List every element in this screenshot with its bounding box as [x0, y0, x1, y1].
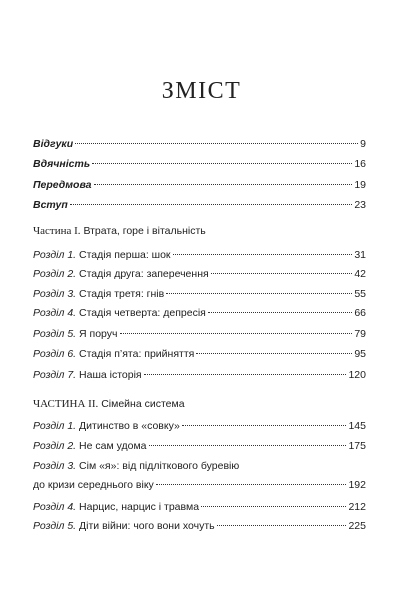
toc-entry-chapter-continuation[interactable] — [33, 479, 366, 492]
chapter-title: Сім «я»: від підліткового буревію — [79, 460, 240, 472]
toc-entry-chapter[interactable] — [33, 369, 366, 382]
dot-leader — [70, 204, 353, 205]
chapter-title: Стадія четверта: депресія — [79, 307, 206, 319]
dot-leader — [196, 353, 352, 354]
chapter-prefix: Розділ 2. — [33, 440, 77, 452]
toc-page-number: 9 — [360, 138, 366, 150]
chapter-title: Нарцис, нарцис і травма — [79, 501, 200, 513]
toc-page-number: 23 — [354, 199, 366, 211]
toc-entry-chapter[interactable] — [33, 328, 366, 341]
chapter-title: Стадія друга: заперечення — [79, 268, 209, 280]
toc-entry-chapter[interactable] — [33, 440, 366, 453]
toc-entry-chapter[interactable] — [33, 348, 366, 361]
toc-entry-chapter[interactable] — [33, 288, 366, 301]
part-title: Сімейна система — [101, 398, 185, 410]
chapter-prefix: Розділ 4. — [33, 501, 77, 513]
toc-entry-chapter[interactable] — [33, 420, 366, 433]
toc-entry-label: Вдячність — [33, 158, 91, 170]
toc-entry-chapter[interactable] — [33, 520, 366, 533]
toc-page-number: 16 — [354, 158, 366, 170]
chapter-prefix: Розділ 4. — [33, 307, 77, 319]
part-heading-1 — [33, 225, 366, 238]
toc-page-number: 66 — [354, 307, 366, 319]
chapter-prefix: Розділ 3. — [33, 460, 77, 472]
toc-page-number: 55 — [354, 288, 366, 300]
page-title: ЗМІСТ — [161, 78, 242, 104]
part-title: Втрата, горе і вітальність — [83, 225, 206, 237]
chapter-title: Стадія п’ята: прийняття — [79, 348, 195, 360]
chapter-title: Діти війни: чого вони хочуть — [79, 520, 215, 532]
toc-entry-intro[interactable] — [33, 199, 366, 212]
dot-leader — [92, 163, 352, 164]
chapter-prefix: Розділ 1. — [33, 249, 77, 261]
dot-leader — [144, 374, 347, 375]
chapter-prefix: Розділ 5. — [33, 520, 77, 532]
toc-entry-preface[interactable] — [33, 179, 366, 192]
toc-page-number: 212 — [348, 501, 366, 513]
part-heading-2 — [33, 398, 366, 411]
chapter-prefix: Розділ 3. — [33, 288, 77, 300]
dot-leader — [211, 273, 353, 274]
toc-entry-label: Вступ — [33, 199, 68, 211]
chapter-title: Я поруч — [79, 328, 118, 340]
toc-page-number: 79 — [354, 328, 366, 340]
toc-entry-chapter[interactable] — [33, 307, 366, 320]
toc-page-number: 225 — [348, 520, 366, 532]
toc-page-number: 175 — [348, 440, 366, 452]
chapter-prefix: Розділ 6. — [33, 348, 77, 360]
toc-page-number: 145 — [348, 420, 366, 432]
chapter-title: Стадія перша: шок — [79, 249, 171, 261]
toc-entry-label: Передмова — [33, 179, 92, 191]
dot-leader — [149, 445, 347, 446]
chapter-prefix: Розділ 7. — [33, 369, 77, 381]
chapter-title: Стадія третя: гнів — [79, 288, 165, 300]
chapter-title: Не сам удома — [79, 440, 147, 452]
toc-page-number: 42 — [354, 268, 366, 280]
toc-entry-chapter[interactable] — [33, 501, 366, 514]
toc-page-number: 192 — [348, 479, 366, 491]
chapter-prefix: Розділ 5. — [33, 328, 77, 340]
toc-entry-chapter[interactable] — [33, 249, 366, 262]
dot-leader — [182, 425, 347, 426]
dot-leader — [217, 525, 347, 526]
toc-page-number: 120 — [348, 369, 366, 381]
dot-leader — [75, 143, 358, 144]
chapter-title: Наша історія — [79, 369, 142, 381]
toc-page-number: 19 — [354, 179, 366, 191]
toc-page-number: 95 — [354, 348, 366, 360]
part-number: ЧАСТИНА II. — [33, 398, 99, 410]
chapter-prefix: Розділ 1. — [33, 420, 77, 432]
dot-leader — [166, 293, 352, 294]
dot-leader — [208, 312, 352, 313]
dot-leader — [94, 184, 353, 185]
toc-entry-gratitude[interactable] — [33, 158, 366, 171]
chapter-prefix: Розділ 2. — [33, 268, 77, 280]
toc-entry-reviews[interactable] — [33, 138, 366, 151]
dot-leader — [120, 333, 353, 334]
toc-page-number: 31 — [354, 249, 366, 261]
toc-entry-chapter[interactable] — [33, 268, 366, 281]
toc-entry-chapter-first-line[interactable] — [33, 460, 239, 473]
part-number: Частина I. — [33, 225, 81, 237]
dot-leader — [156, 484, 347, 485]
dot-leader — [201, 506, 346, 507]
dot-leader — [173, 254, 353, 255]
chapter-title: Дитинство в «совку» — [79, 420, 180, 432]
toc-entry-label: Відгуки — [33, 138, 74, 150]
chapter-title-continuation: до кризи середнього віку — [33, 479, 154, 491]
